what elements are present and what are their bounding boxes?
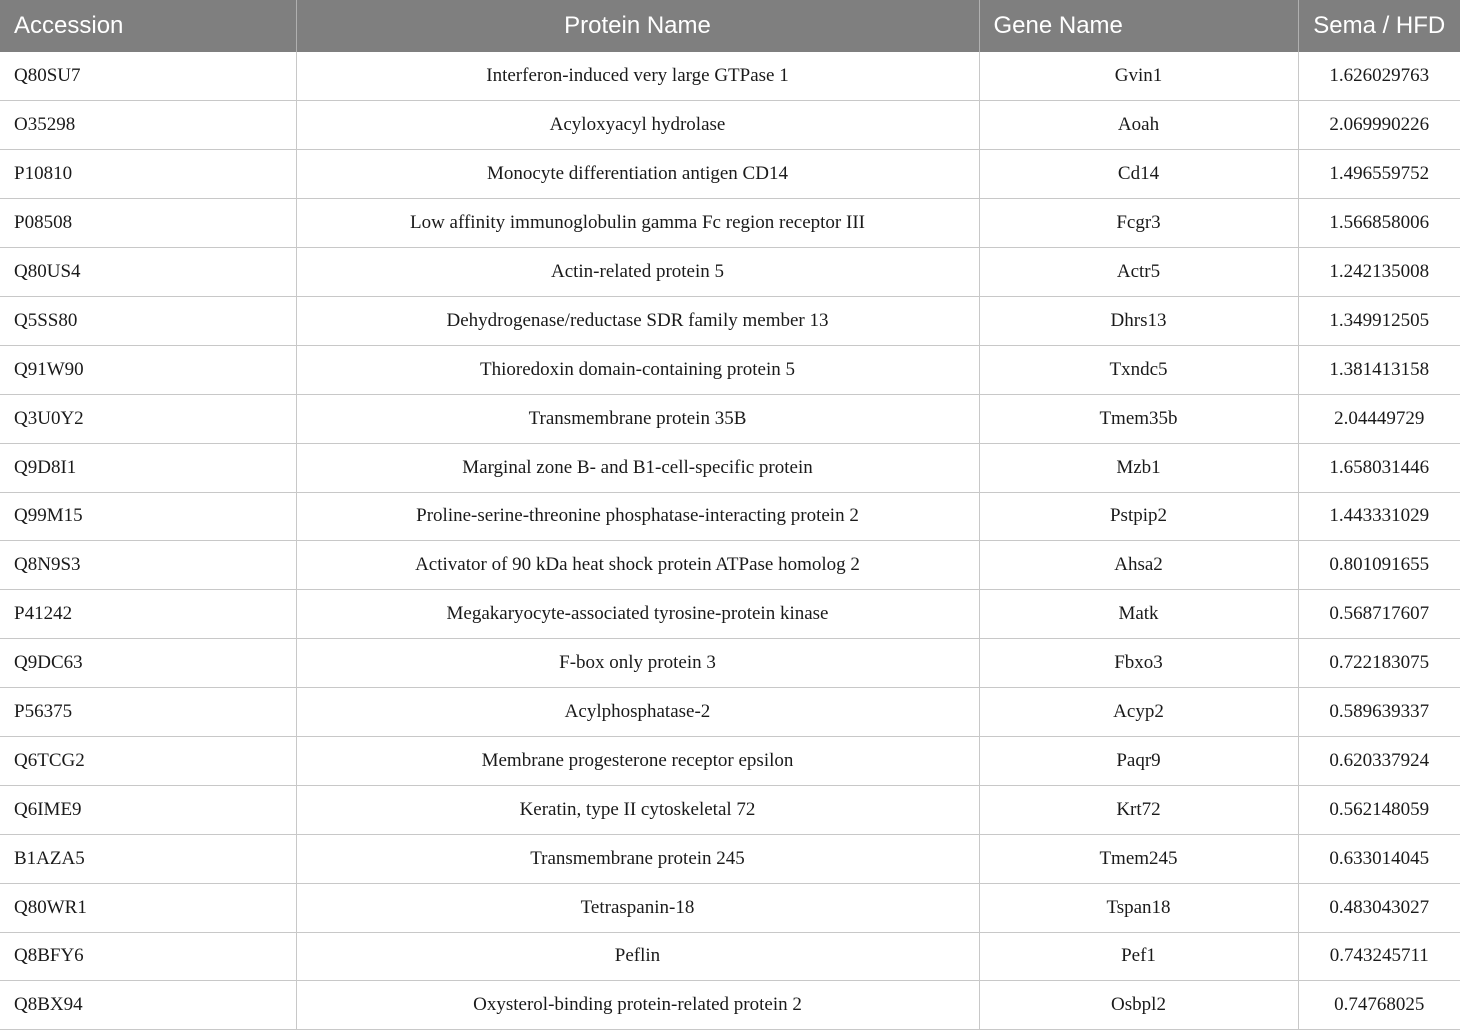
cell-sema-hfd: 1.566858006 xyxy=(1298,199,1460,248)
cell-sema-hfd: 0.568717607 xyxy=(1298,590,1460,639)
cell-sema-hfd: 0.589639337 xyxy=(1298,688,1460,737)
cell-sema-hfd: 1.242135008 xyxy=(1298,248,1460,297)
cell-accession: P10810 xyxy=(0,150,296,199)
cell-protein-name: Dehydrogenase/reductase SDR family member 13 xyxy=(296,296,979,345)
cell-accession: Q91W90 xyxy=(0,345,296,394)
cell-sema-hfd: 2.069990226 xyxy=(1298,101,1460,150)
table-row xyxy=(0,101,1460,150)
cell-sema-hfd: 0.801091655 xyxy=(1298,541,1460,590)
table-row xyxy=(0,150,1460,199)
cell-gene-name: Acyp2 xyxy=(979,688,1298,737)
cell-protein-name: Transmembrane protein 35B xyxy=(296,394,979,443)
cell-gene-name: Krt72 xyxy=(979,785,1298,834)
cell-protein-name: Acyloxyacyl hydrolase xyxy=(296,101,979,150)
table-row xyxy=(0,541,1460,590)
cell-sema-hfd: 1.496559752 xyxy=(1298,150,1460,199)
cell-accession: Q80US4 xyxy=(0,248,296,297)
cell-accession: P41242 xyxy=(0,590,296,639)
header-protein-name: Protein Name xyxy=(296,0,979,52)
table-row xyxy=(0,785,1460,834)
cell-protein-name: Membrane progesterone receptor epsilon xyxy=(296,736,979,785)
cell-gene-name: Osbpl2 xyxy=(979,981,1298,1030)
header-sema-hfd: Sema / HFD xyxy=(1298,0,1460,52)
table-row xyxy=(0,248,1460,297)
header-row xyxy=(0,0,1460,52)
cell-accession: Q9D8I1 xyxy=(0,443,296,492)
cell-sema-hfd: 0.74768025 xyxy=(1298,981,1460,1030)
cell-sema-hfd: 1.381413158 xyxy=(1298,345,1460,394)
cell-sema-hfd: 0.633014045 xyxy=(1298,834,1460,883)
table-header xyxy=(0,0,1460,52)
cell-sema-hfd: 1.443331029 xyxy=(1298,492,1460,541)
table-row xyxy=(0,688,1460,737)
table-row xyxy=(0,883,1460,932)
table-row xyxy=(0,492,1460,541)
table-row xyxy=(0,199,1460,248)
cell-accession: Q99M15 xyxy=(0,492,296,541)
table-row xyxy=(0,736,1460,785)
table-row xyxy=(0,394,1460,443)
cell-sema-hfd: 0.620337924 xyxy=(1298,736,1460,785)
cell-accession: Q80SU7 xyxy=(0,52,296,101)
cell-protein-name: Interferon-induced very large GTPase 1 xyxy=(296,52,979,101)
cell-accession: Q8BFY6 xyxy=(0,932,296,981)
table-row xyxy=(0,345,1460,394)
cell-protein-name: Tetraspanin-18 xyxy=(296,883,979,932)
cell-protein-name: Low affinity immunoglobulin gamma Fc region receptor III xyxy=(296,199,979,248)
cell-protein-name: Actin-related protein 5 xyxy=(296,248,979,297)
table-row xyxy=(0,443,1460,492)
header-gene-name: Gene Name xyxy=(979,0,1298,52)
cell-gene-name: Cd14 xyxy=(979,150,1298,199)
cell-gene-name: Fcgr3 xyxy=(979,199,1298,248)
cell-accession: Q9DC63 xyxy=(0,639,296,688)
cell-protein-name: Marginal zone B- and B1-cell-specific protein xyxy=(296,443,979,492)
cell-gene-name: Pef1 xyxy=(979,932,1298,981)
cell-accession: P08508 xyxy=(0,199,296,248)
cell-sema-hfd: 0.562148059 xyxy=(1298,785,1460,834)
cell-sema-hfd: 1.626029763 xyxy=(1298,52,1460,101)
cell-gene-name: Matk xyxy=(979,590,1298,639)
cell-sema-hfd: 1.658031446 xyxy=(1298,443,1460,492)
table-row xyxy=(0,296,1460,345)
table-row xyxy=(0,932,1460,981)
cell-protein-name: Oxysterol-binding protein-related protein 2 xyxy=(296,981,979,1030)
cell-gene-name: Fbxo3 xyxy=(979,639,1298,688)
cell-gene-name: Ahsa2 xyxy=(979,541,1298,590)
cell-accession: Q8BX94 xyxy=(0,981,296,1030)
table-row xyxy=(0,590,1460,639)
cell-accession: O35298 xyxy=(0,101,296,150)
cell-accession: Q8N9S3 xyxy=(0,541,296,590)
table-row xyxy=(0,834,1460,883)
cell-protein-name: Acylphosphatase-2 xyxy=(296,688,979,737)
cell-gene-name: Txndc5 xyxy=(979,345,1298,394)
cell-gene-name: Mzb1 xyxy=(979,443,1298,492)
cell-sema-hfd: 0.722183075 xyxy=(1298,639,1460,688)
cell-gene-name: Aoah xyxy=(979,101,1298,150)
header-accession: Accession xyxy=(0,0,296,52)
cell-accession: P56375 xyxy=(0,688,296,737)
cell-protein-name: Activator of 90 kDa heat shock protein ATPase homolog 2 xyxy=(296,541,979,590)
cell-protein-name: Keratin, type II cytoskeletal 72 xyxy=(296,785,979,834)
cell-protein-name: Transmembrane protein 245 xyxy=(296,834,979,883)
cell-sema-hfd: 0.743245711 xyxy=(1298,932,1460,981)
cell-sema-hfd: 1.349912505 xyxy=(1298,296,1460,345)
cell-gene-name: Pstpip2 xyxy=(979,492,1298,541)
cell-accession: Q80WR1 xyxy=(0,883,296,932)
cell-sema-hfd: 2.04449729 xyxy=(1298,394,1460,443)
cell-accession: B1AZA5 xyxy=(0,834,296,883)
cell-accession: Q6TCG2 xyxy=(0,736,296,785)
cell-protein-name: Monocyte differentiation antigen CD14 xyxy=(296,150,979,199)
cell-protein-name: Peflin xyxy=(296,932,979,981)
cell-gene-name: Paqr9 xyxy=(979,736,1298,785)
cell-gene-name: Tmem35b xyxy=(979,394,1298,443)
table-body xyxy=(0,52,1460,1030)
cell-gene-name: Tmem245 xyxy=(979,834,1298,883)
cell-protein-name: Thioredoxin domain-containing protein 5 xyxy=(296,345,979,394)
cell-protein-name: F-box only protein 3 xyxy=(296,639,979,688)
cell-gene-name: Gvin1 xyxy=(979,52,1298,101)
cell-accession: Q5SS80 xyxy=(0,296,296,345)
cell-sema-hfd: 0.483043027 xyxy=(1298,883,1460,932)
cell-protein-name: Proline-serine-threonine phosphatase-interacting protein 2 xyxy=(296,492,979,541)
cell-gene-name: Actr5 xyxy=(979,248,1298,297)
cell-gene-name: Dhrs13 xyxy=(979,296,1298,345)
cell-protein-name: Megakaryocyte-associated tyrosine-protein kinase xyxy=(296,590,979,639)
table-row xyxy=(0,981,1460,1030)
cell-gene-name: Tspan18 xyxy=(979,883,1298,932)
cell-accession: Q3U0Y2 xyxy=(0,394,296,443)
table-row xyxy=(0,639,1460,688)
table-row xyxy=(0,52,1460,101)
cell-accession: Q6IME9 xyxy=(0,785,296,834)
